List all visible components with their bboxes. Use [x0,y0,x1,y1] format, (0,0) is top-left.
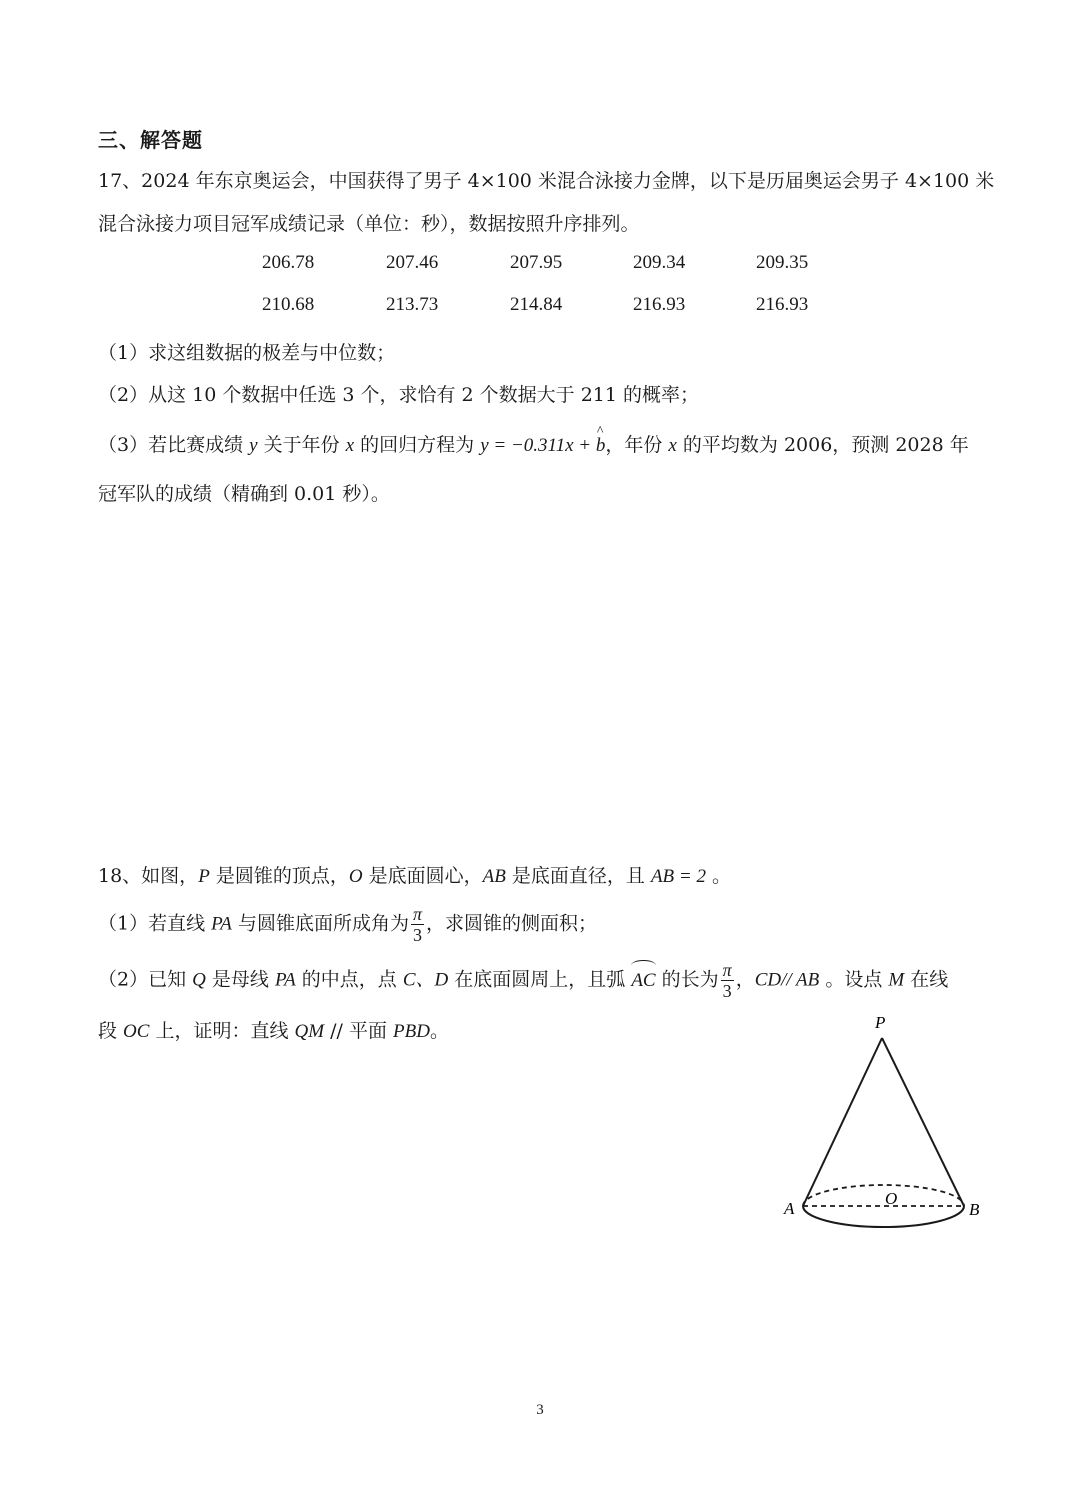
segment-PA: PA [274,969,296,991]
q18-part2-line1 [98,960,948,1001]
data-value: 214.84 [510,294,563,315]
label-O: O [885,1189,898,1208]
segment-AB: AB [482,866,506,887]
text-run: 的回归方程为 [354,434,481,456]
data-value: 209.34 [633,252,686,273]
point-P: P [198,866,210,887]
text-run: 的中点，点 [295,968,403,991]
text-run: 是底面直径，且 [505,865,651,887]
label-A: A [784,1199,795,1218]
q17-data-row-2 [0,294,1080,324]
q17-intro-line1: 17、2024 年东京奥运会，中国获得了男子 4×100 米混合泳接力金牌，以下是历届奥运会男子 4×100 米 [98,170,995,192]
text-run: 。设点 [819,968,889,991]
segment-OC: OC [123,1021,150,1042]
data-value: 206.78 [262,252,315,273]
point-O: O [348,866,363,887]
var-x: x [345,435,355,456]
text-run: 与圆锥底面所成角为 [231,912,409,935]
fraction-pi-over-3 [411,904,424,945]
text-run: 在底面圆周上，且弧 [448,968,632,991]
text-run: 的平均数为 2006，预测 2028 年 [676,434,969,456]
text-run: // 平面 [324,1020,394,1042]
data-value: 207.46 [386,252,439,273]
q18-part2-line2 [98,1016,449,1047]
text-run: 在线 [904,968,949,991]
var-y: y [249,435,258,456]
text-run: 是圆锥的顶点， [209,865,349,887]
fraction-numerator: π [722,960,732,980]
text-run: 。 [705,865,732,887]
q17-part1: （1）求这组数据的极差与中位数； [98,342,396,364]
q17-part2: （2）从这 10 个数据中任选 3 个，求恰有 2 个数据大于 211 的概率； [98,384,700,406]
text-run: ，年份 [605,434,669,456]
data-value: 207.95 [510,252,563,273]
text-run: ， [735,968,755,991]
text-run: （1）若直线 [98,912,212,935]
fraction-denominator: 3 [722,981,732,1001]
text-run: 段 [98,1020,124,1042]
data-value: 216.93 [633,294,686,315]
line-QM: QM [294,1021,325,1042]
q18-intro [98,861,731,892]
generatrix-PB [882,1038,964,1206]
text-run: 关于年份 [257,434,346,456]
text-run: （2）已知 [98,968,193,991]
data-value: 209.35 [756,252,809,273]
generatrix-PA [803,1038,882,1206]
text-run: （3）若比赛成绩 [98,434,250,456]
section-title: 三、解答题 [98,128,203,152]
text-run: 的长为 [655,968,719,991]
data-value: 216.93 [756,294,809,315]
text-run: 。 [429,1020,449,1042]
points-C-D: C、D [402,969,449,991]
text-run: ，求圆锥的侧面积； [425,912,597,935]
fraction-numerator: π [412,904,422,924]
text-run: 18、如图， [98,865,199,887]
fraction-denominator: 3 [412,925,422,945]
base-front-arc [803,1206,964,1227]
data-value: 210.68 [262,294,315,315]
text-run: 是底面圆心， [362,865,483,887]
regression-equation: y = −0.311x + [480,435,596,456]
text-run: 是母线 [205,968,275,991]
data-value: 213.73 [386,294,439,315]
b-hat: ^ b [596,431,606,461]
q17-part3-line2: 冠军队的成绩（精确到 0.01 秒）。 [98,483,390,505]
q18-part1 [98,904,597,945]
q17-data-row-1 [0,252,1080,282]
parallel-CD-AB: CD// AB [754,969,820,991]
text-run: 上，证明：直线 [149,1020,295,1042]
plane-PBD: PBD [393,1021,430,1042]
q17-part3-line1 [98,430,969,461]
q17-intro-line2: 混合泳接力项目冠军成绩记录（单位：秒），数据按照升序排列。 [98,213,640,235]
page-number: 3 [536,1402,544,1418]
arc-AC: AC [631,966,655,996]
fraction-pi-over-3 [721,960,734,1001]
equation-AB: AB = 2 [650,866,706,887]
label-B: B [969,1200,980,1219]
var-x: x [668,435,677,456]
label-P: P [875,1013,886,1032]
base-back-arc [803,1185,964,1206]
point-Q: Q [192,969,206,991]
cone-figure [770,1008,1000,1238]
point-M: M [888,969,905,991]
segment-PA: PA [211,913,232,935]
